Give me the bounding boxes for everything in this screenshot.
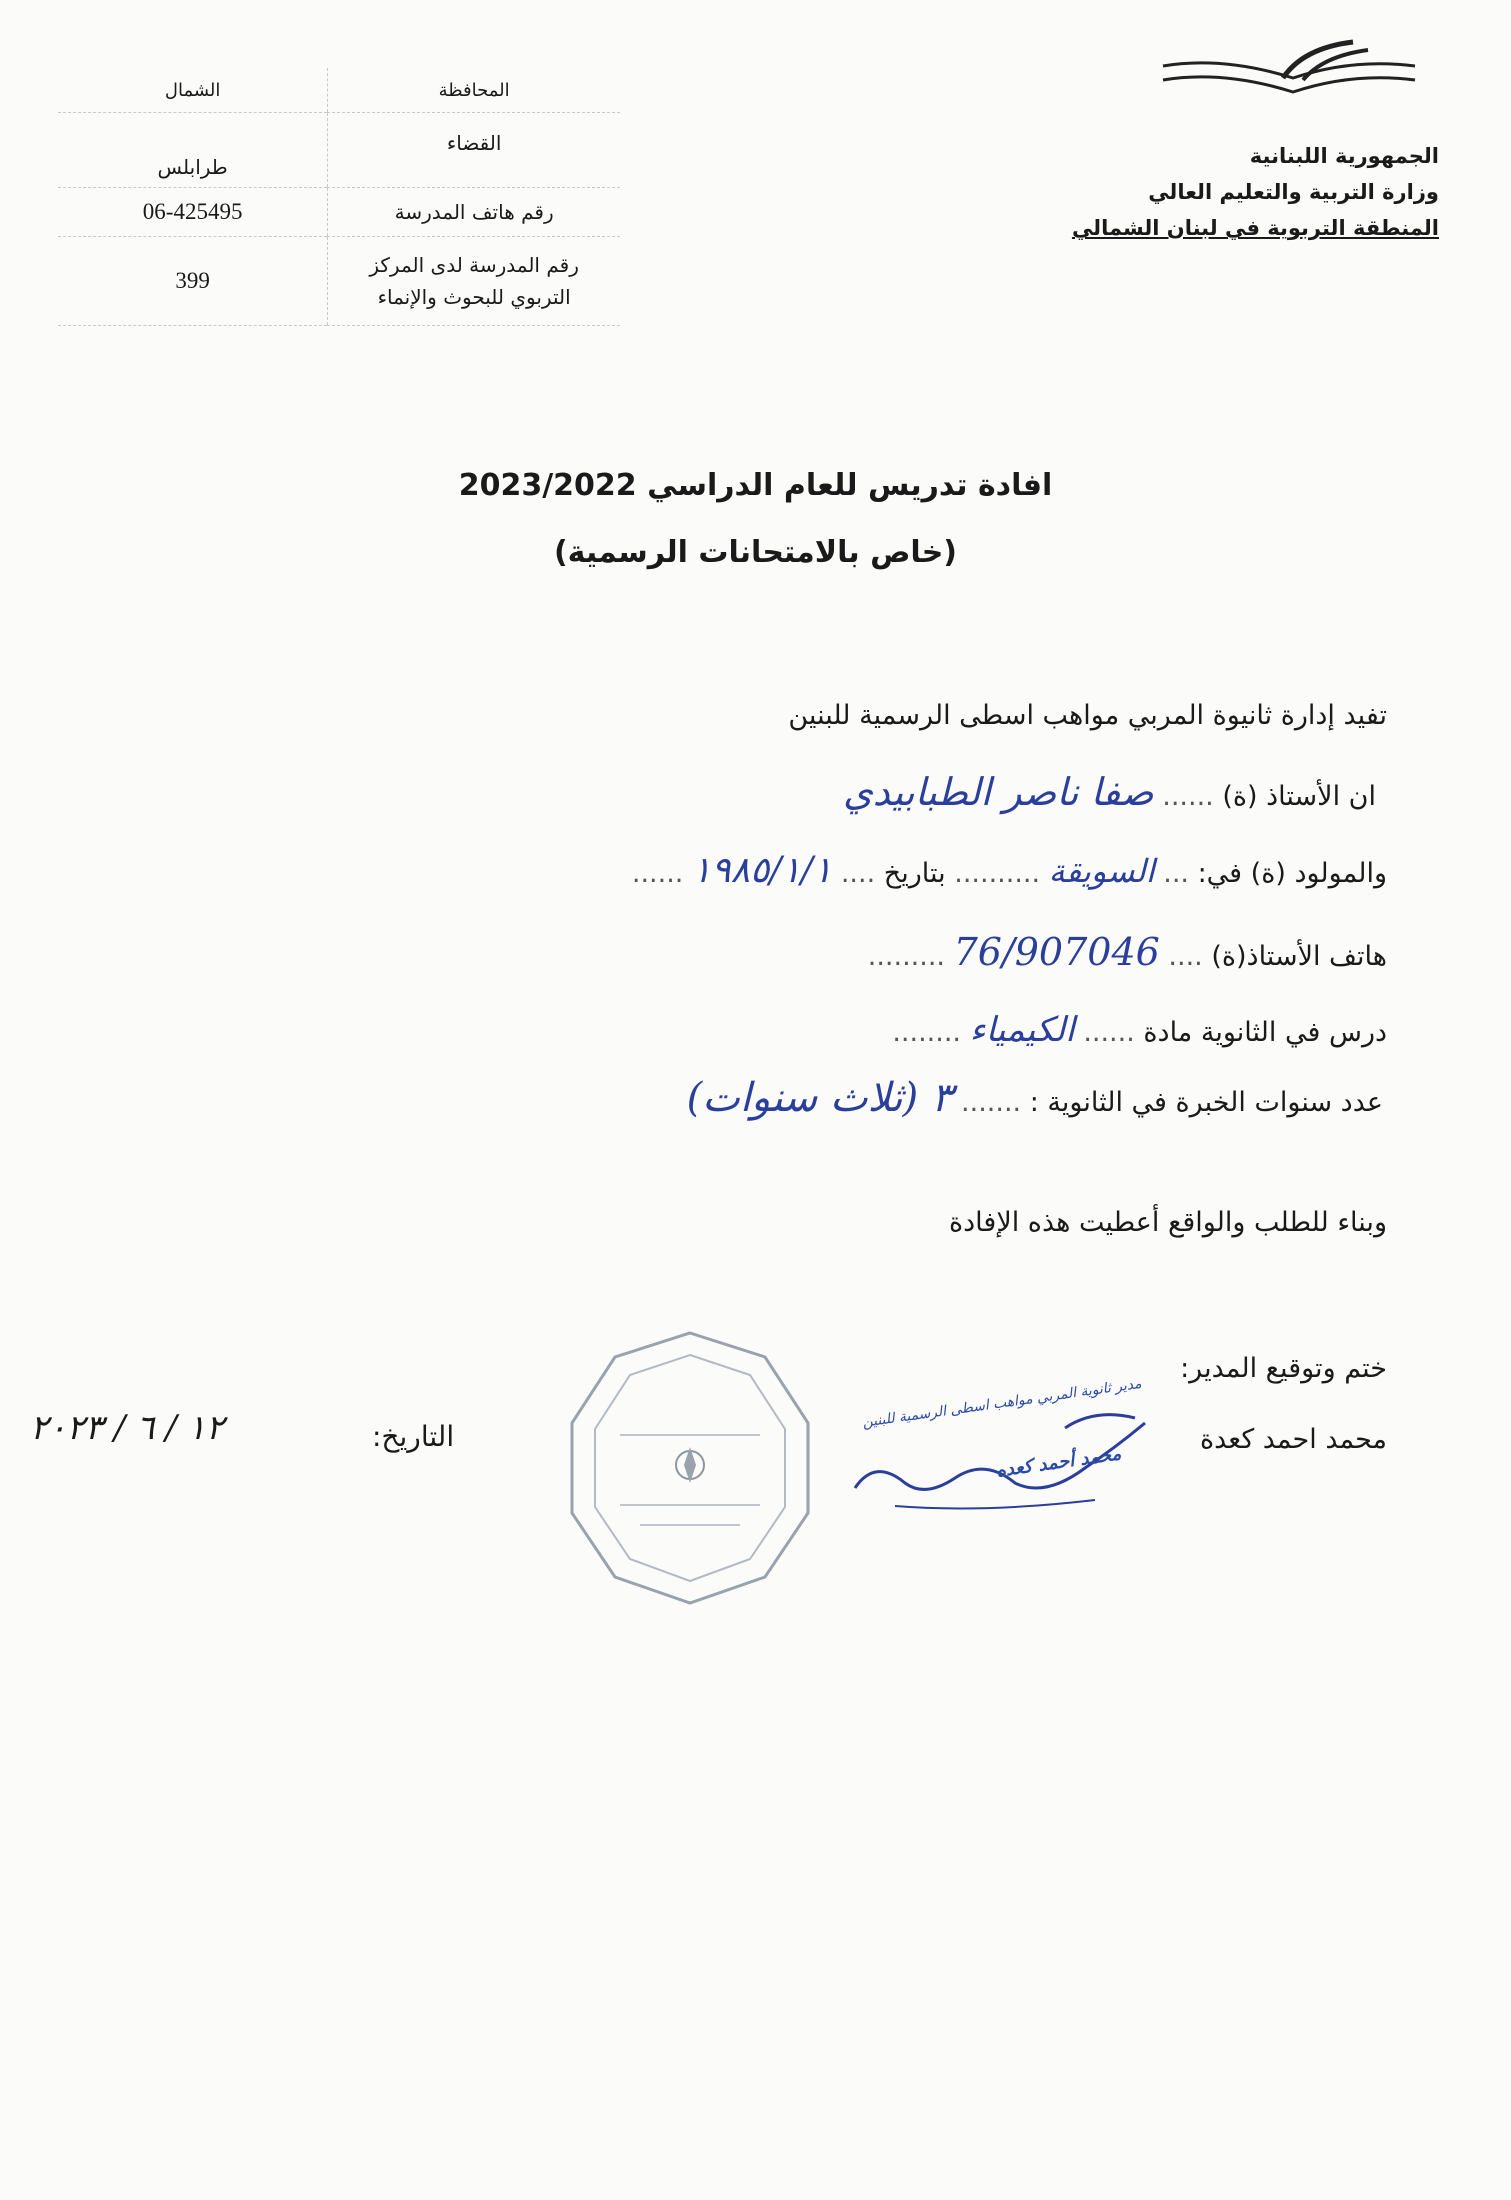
born-date-label: بتاريخ: [883, 858, 946, 889]
phone-line: هاتف الأستاذ(ة) .... 76/907046 .........: [867, 930, 1387, 974]
experience-handwritten: ٣ (ثلاث سنوات): [686, 1075, 953, 1121]
school-number-value: 399: [58, 236, 328, 325]
school-phone-label: رقم هاتف المدرسة: [328, 187, 620, 236]
subject-handwritten: الكيمياء: [969, 1010, 1075, 1050]
governorate-value: الشمال: [58, 68, 328, 113]
teacher-phone-label: هاتف الأستاذ(ة): [1211, 941, 1387, 972]
page-subtitle: (خاص بالامتحانات الرسمية): [553, 535, 958, 570]
date-handwritten: ١٢ / ٦ / ٢٠٢٣: [30, 1408, 224, 1448]
subject-label: درس في الثانوية مادة: [1143, 1017, 1387, 1048]
subject-line: درس في الثانوية مادة ...... الكيمياء ........: [892, 1010, 1387, 1050]
teacher-label: ان الأستاذ (ة): [1222, 781, 1376, 812]
ministry-name: وزارة التربية والتعليم العالي: [1148, 180, 1439, 204]
intro-line: تفيد إدارة ثانيوة المربي مواهب اسطى الرسمية للبنين: [788, 700, 1387, 731]
school-info-table: [58, 68, 620, 326]
school-phone-value: 06-425495: [58, 187, 328, 236]
republic-name: الجمهورية اللبنانية: [1249, 144, 1439, 168]
teacher-phone-handwritten: 76/907046: [953, 930, 1160, 974]
district-label: القضاء: [328, 113, 620, 187]
ministry-header: [979, 138, 1439, 246]
closing-statement: وبناء للطلب والواقع أعطيت هذه الإفادة: [949, 1207, 1387, 1238]
date-label: التاريخ:: [372, 1420, 455, 1453]
experience-label: عدد سنوات الخبرة في الثانوية :: [1029, 1087, 1383, 1118]
governorate-label: المحافظة: [328, 68, 620, 113]
district-value: طرابلس: [58, 113, 328, 187]
region-name: المنطقة التربوية في لبنان الشمالي: [1071, 216, 1439, 240]
born-place-handwritten: السويقة: [1048, 852, 1155, 890]
teacher-name-handwritten: صفا ناصر الطبابيدي: [842, 770, 1154, 814]
teacher-line: ان الأستاذ (ة) ...... صفا ناصر الطبابيدي: [842, 770, 1376, 814]
school-number-label: رقم المدرسة لدى المركز التربوي للبحوث والإنماء: [328, 236, 620, 325]
born-date-handwritten: ١٩٨٥/١/١: [691, 850, 833, 891]
official-stamp-icon: [560, 1325, 820, 1610]
director-name: محمد احمد كعدة: [1199, 1424, 1387, 1455]
birth-line: والمولود (ة) في: ... السويقة .......... بتاريخ .... ١٩٨٥/١/١ ......: [631, 850, 1387, 891]
ministry-logo-icon: [1153, 38, 1423, 118]
signature-label: ختم وتوقيع المدير:: [1180, 1353, 1387, 1384]
born-label: والمولود (ة) في:: [1197, 858, 1387, 889]
page-title: افادة تدريس للعام الدراسي 2023/2022: [458, 468, 1053, 503]
experience-line: عدد سنوات الخبرة في الثانوية : ....... ٣ (ثلاث سنوات): [686, 1075, 1383, 1121]
stamp-signature-text: مدير ثانوية المربي مواهب اسطى الرسمية للبنين محمد أحمد كعده: [861, 1375, 1143, 1482]
